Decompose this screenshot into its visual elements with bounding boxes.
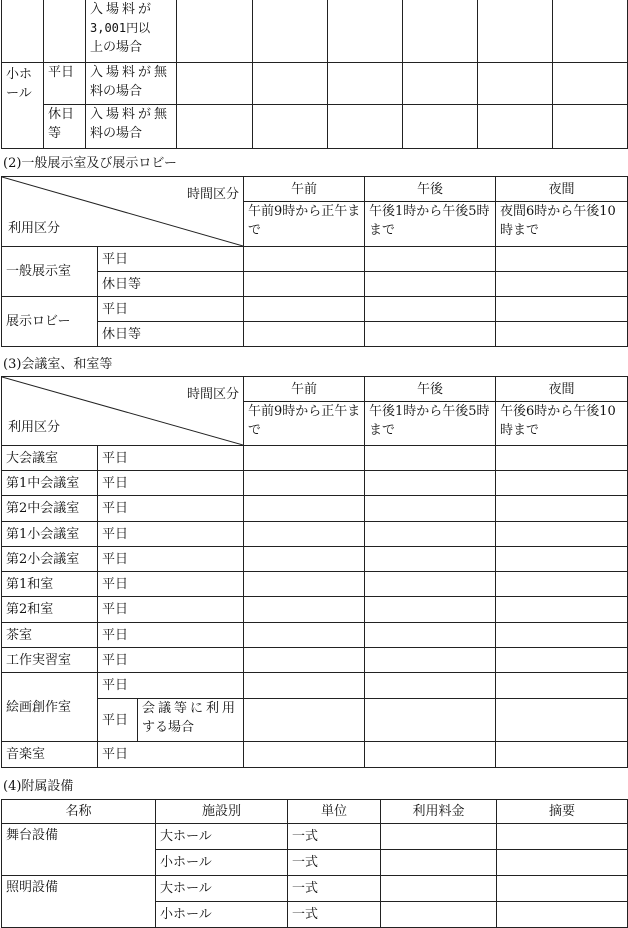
- day-label: 平日: [98, 471, 244, 496]
- remarks-cell: [497, 824, 628, 850]
- day-label: 平日: [98, 699, 138, 742]
- fee-cell: [365, 496, 496, 522]
- period-header: 午前: [244, 177, 365, 202]
- fee-cell: [496, 247, 628, 272]
- fee-cell: [244, 446, 365, 471]
- period-desc: 午前9時から正午まで: [244, 202, 365, 247]
- time-division-label: 時間区分: [187, 387, 240, 402]
- day-label: 平日: [98, 496, 244, 522]
- meeting-room-fee-table: [1, 376, 628, 768]
- fee-cell: [365, 247, 496, 272]
- weekday-label: 平日: [44, 63, 86, 105]
- fee-cell: [253, 0, 328, 63]
- fee-cell: [365, 297, 496, 322]
- column-header: 摘要: [497, 800, 628, 824]
- fee-cell: [403, 105, 478, 149]
- section-heading: (2)一般展示室及び展示ロビー: [3, 156, 177, 171]
- period-header: 夜間: [496, 377, 628, 402]
- fee-cell: [381, 876, 497, 902]
- fee-cell: [244, 272, 365, 297]
- fee-cell: [496, 446, 628, 471]
- use-division-label: 利用区分: [8, 420, 61, 435]
- day-label: 平日: [98, 648, 244, 673]
- fee-cell: [496, 572, 628, 597]
- room-label: 第1小会議室: [2, 522, 98, 547]
- fee-cell: [244, 496, 365, 522]
- room-label: 音楽室: [2, 742, 98, 768]
- small-hall-label: 小ホール: [2, 63, 44, 149]
- day-label: 平日: [98, 446, 244, 471]
- fee-cell: [496, 547, 628, 572]
- fee-cell: [381, 850, 497, 876]
- room-label: 絵画創作室: [2, 673, 98, 742]
- equipment-fee-table: [1, 799, 628, 928]
- header-diagonal-cell: [2, 377, 244, 446]
- day-label: 平日: [98, 522, 244, 547]
- exhibition-fee-table: [1, 176, 628, 347]
- period-header: 午後: [365, 377, 496, 402]
- fee-cell: [177, 0, 253, 63]
- period-desc: 午後1時から午後5時まで: [365, 402, 496, 446]
- fee-cell: [496, 673, 628, 699]
- fee-cell: [244, 547, 365, 572]
- fee-cell: [381, 824, 497, 850]
- fee-cell: [328, 63, 403, 105]
- equipment-name: 舞台設備: [2, 824, 156, 876]
- day-label: 平日: [98, 547, 244, 572]
- room-label: 第2和室: [2, 597, 98, 623]
- fee-cell: [365, 699, 496, 742]
- fee-cell: [496, 297, 628, 322]
- fee-cell: [365, 648, 496, 673]
- facility-label: 大ホール: [156, 824, 288, 850]
- fee-cell: [365, 572, 496, 597]
- unit-label: 一式: [288, 876, 381, 902]
- unit-label: 一式: [288, 902, 381, 928]
- empty-cell: [44, 0, 86, 63]
- meeting-use-note: 会議等に利用 する場合: [138, 699, 244, 742]
- day-label: 休日等: [98, 322, 244, 347]
- fee-cell: [496, 471, 628, 496]
- facility-label: 小ホール: [156, 850, 288, 876]
- period-header: 午後: [365, 177, 496, 202]
- room-label: 工作実習室: [2, 648, 98, 673]
- day-label: 平日: [98, 597, 244, 623]
- room-label: 第2小会議室: [2, 547, 98, 572]
- remarks-cell: [497, 902, 628, 928]
- room-label: 第1中会議室: [2, 471, 98, 496]
- fee-cell: [177, 105, 253, 149]
- fee-cell: [496, 648, 628, 673]
- fee-cell: [365, 623, 496, 648]
- room-label: 第2中会議室: [2, 496, 98, 522]
- fee-cell: [496, 322, 628, 347]
- fee-cell: [365, 322, 496, 347]
- fee-cell: [496, 597, 628, 623]
- equipment-name: 照明設備: [2, 876, 156, 928]
- time-division-label: 時間区分: [186, 187, 239, 202]
- fee-cell: [553, 105, 628, 149]
- period-header: 午前: [244, 377, 365, 402]
- header-diagonal-cell: [2, 177, 244, 247]
- column-header: 名称: [2, 800, 156, 824]
- section-heading: (4)附属設備: [3, 779, 74, 794]
- hall-fee-table: [1, 0, 628, 149]
- column-header: 単位: [288, 800, 381, 824]
- admission-over-3001-label: 入場料が 3,001円以 上の場合: [86, 0, 177, 63]
- fee-cell: [496, 522, 628, 547]
- period-header: 夜間: [496, 177, 628, 202]
- fee-cell: [244, 699, 365, 742]
- fee-cell: [244, 648, 365, 673]
- fee-cell: [328, 0, 403, 63]
- fee-cell: [478, 63, 553, 105]
- room-label: 第1和室: [2, 572, 98, 597]
- fee-cell: [365, 522, 496, 547]
- fee-cell: [365, 272, 496, 297]
- column-header: 利用料金: [381, 800, 497, 824]
- fee-cell: [253, 105, 328, 149]
- fee-cell: [365, 471, 496, 496]
- day-label: 平日: [98, 572, 244, 597]
- fee-cell: [478, 0, 553, 63]
- unit-label: 一式: [288, 850, 381, 876]
- room-label: 大会議室: [2, 446, 98, 471]
- column-header: 施設別: [156, 800, 288, 824]
- holiday-label: 休日等: [44, 105, 86, 149]
- room-label: 展示ロビー: [2, 297, 98, 347]
- fee-cell: [496, 699, 628, 742]
- facility-label: 大ホール: [156, 876, 288, 902]
- day-label: 平日: [98, 623, 244, 648]
- day-label: 平日: [98, 742, 244, 768]
- fee-cell: [244, 597, 365, 623]
- fee-cell: [244, 742, 365, 768]
- admission-free-label: 入場料が無 料の場合: [86, 105, 177, 149]
- fee-cell: [365, 673, 496, 699]
- period-desc: 午前9時から正午まで: [244, 402, 365, 446]
- fee-cell: [177, 63, 253, 105]
- fee-cell: [496, 496, 628, 522]
- fee-cell: [244, 572, 365, 597]
- unit-label: 一式: [288, 824, 381, 850]
- facility-label: 小ホール: [156, 902, 288, 928]
- day-label: 平日: [98, 673, 244, 699]
- fee-cell: [496, 742, 628, 768]
- room-label: 茶室: [2, 623, 98, 648]
- fee-cell: [365, 446, 496, 471]
- empty-cell: [2, 0, 44, 63]
- remarks-cell: [497, 850, 628, 876]
- fee-cell: [381, 902, 497, 928]
- fee-cell: [478, 105, 553, 149]
- period-desc: 夜間6時から午後10時まで: [496, 202, 628, 247]
- fee-cell: [328, 105, 403, 149]
- day-label: 休日等: [98, 272, 244, 297]
- fee-cell: [496, 623, 628, 648]
- room-label: 一般展示室: [2, 247, 98, 297]
- fee-cell: [244, 471, 365, 496]
- fee-cell: [244, 673, 365, 699]
- use-division-label: 利用区分: [8, 221, 61, 236]
- fee-cell: [365, 597, 496, 623]
- fee-cell: [244, 322, 365, 347]
- fee-cell: [365, 547, 496, 572]
- fee-cell: [365, 742, 496, 768]
- fee-cell: [244, 623, 365, 648]
- fee-cell: [244, 247, 365, 272]
- fee-cell: [253, 63, 328, 105]
- period-desc: 午後6時から午後10時まで: [496, 402, 628, 446]
- fee-cell: [244, 297, 365, 322]
- period-desc: 午後1時から午後5時まで: [365, 202, 496, 247]
- fee-cell: [553, 63, 628, 105]
- day-label: 平日: [98, 247, 244, 272]
- admission-free-label: 入場料が無 料の場合: [86, 63, 177, 105]
- fee-cell: [553, 0, 628, 63]
- day-label: 平日: [98, 297, 244, 322]
- remarks-cell: [497, 876, 628, 902]
- fee-cell: [403, 63, 478, 105]
- fee-cell: [244, 522, 365, 547]
- section-heading: (3)会議室、和室等: [3, 357, 113, 372]
- fee-cell: [403, 0, 478, 63]
- fee-cell: [496, 272, 628, 297]
